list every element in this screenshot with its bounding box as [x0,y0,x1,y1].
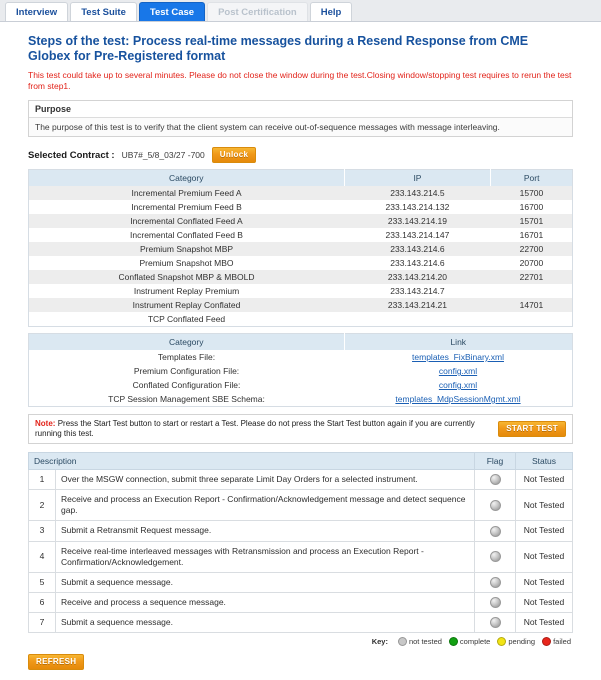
step-description: Submit a sequence message. [56,613,475,633]
step-description: Receive real-time interleaved messages with Retransmission and process an Execution Report - Confirmation/Acknowledgement. [56,541,475,572]
test-warning-text: This test could take up to several minutes. Please do not close the window during the test.Closing window/stopping test requires to rerun the test from step1. [28,70,572,91]
feed-table-header-port: Port [491,170,573,187]
legend-label: complete [459,637,491,647]
status-indicator-icon [490,617,501,628]
status-indicator-icon [490,597,501,608]
feed-cell-port: 15700 [491,186,573,200]
status-indicator-icon [490,551,501,562]
xml-file-link[interactable]: templates_FixBinary.xml [412,352,504,362]
feed-table-header-ip: IP [344,170,491,187]
steps-table-body [29,470,573,633]
tab-test-case[interactable]: Test Case [139,2,205,21]
status-indicator-icon [490,474,501,485]
status-badge: Not Tested [516,572,573,592]
key-legend-items [393,637,571,646]
key-legend-item [542,637,571,646]
step-flag-cell [475,490,516,521]
status-indicator-icon [490,500,501,511]
feed-table-row [29,228,573,242]
legend-label: failed [553,637,571,647]
feed-cell-ip: 233.143.214.6 [344,242,491,256]
legend-dot-icon [449,637,458,646]
tab-test-suite[interactable]: Test Suite [70,2,137,21]
feed-cell-category: Incremental Premium Feed B [29,200,345,214]
main-tab-bar [0,0,601,22]
legend-label: pending [508,637,536,647]
steps-header-status: Status [516,453,573,470]
feed-cell-ip [344,312,491,327]
feed-table-row [29,214,573,228]
step-description: Over the MSGW connection, submit three separate Limit Day Orders for a selected instrument. [56,470,475,490]
step-description: Receive and process an Execution Report - Confirmation/Acknowledgement message and detect sequence gap. [56,490,475,521]
feed-cell-ip: 233.143.214.7 [344,284,491,298]
feed-cell-ip: 233.143.214.132 [344,200,491,214]
key-legend-item [398,637,442,646]
link-cell-category: Templates File: [29,350,345,364]
purpose-heading: Purpose [29,101,572,118]
status-badge: Not Tested [516,541,573,572]
feed-cell-ip: 233.143.214.6 [344,256,491,270]
feed-cell-port: 16701 [491,228,573,242]
feed-cell-port [491,312,573,327]
table-row [29,490,573,521]
link-table-body [29,350,573,407]
tab-interview[interactable]: Interview [5,2,68,21]
page-title: Steps of the test: Process real-time messages during a Resend Response from CME Globex for Pre-Registered format [28,34,529,63]
table-row [29,613,573,633]
step-description: Submit a Retransmit Request message. [56,521,475,541]
key-legend [28,637,573,646]
feed-cell-ip: 233.143.214.19 [344,214,491,228]
link-cell-link [344,350,572,364]
step-number: 6 [29,592,56,612]
table-row [29,470,573,490]
table-row [29,592,573,612]
tab-post-certification: Post Certification [207,2,308,21]
refresh-button[interactable]: REFRESH [28,654,84,670]
steps-table [28,452,573,633]
link-table-row [29,392,573,407]
note-keyword: Note: [35,419,56,428]
status-indicator-icon [490,526,501,537]
feed-cell-category: Premium Snapshot MBP [29,242,345,256]
feed-table-row [29,186,573,200]
link-cell-category: TCP Session Management SBE Schema: [29,392,345,407]
feed-cell-category: Conflated Snapshot MBP & MBOLD [29,270,345,284]
step-flag-cell [475,613,516,633]
link-cell-link [344,364,572,378]
feed-table-row [29,298,573,312]
footer [28,654,573,680]
feed-cell-port: 20700 [491,256,573,270]
status-badge: Not Tested [516,521,573,541]
link-table [28,333,573,407]
feed-cell-port: 16700 [491,200,573,214]
feed-cell-category: Instrument Replay Premium [29,284,345,298]
feed-cell-port [491,284,573,298]
feed-table-row [29,270,573,284]
xml-file-link[interactable]: config.xml [438,380,478,390]
note-text-wrap [35,419,490,439]
legend-dot-icon [497,637,506,646]
table-row [29,521,573,541]
steps-header-flag: Flag [475,453,516,470]
tab-help[interactable]: Help [310,2,353,21]
legend-dot-icon [542,637,551,646]
selected-contract-label: Selected Contract : [28,149,115,161]
feed-table-row [29,200,573,214]
step-flag-cell [475,470,516,490]
link-table-row [29,364,573,378]
link-table-row [29,350,573,364]
feed-cell-category: Premium Snapshot MBO [29,256,345,270]
legend-dot-icon [398,637,407,646]
feed-cell-category: Incremental Conflated Feed B [29,228,345,242]
link-cell-category: Premium Configuration File: [29,364,345,378]
link-cell-link [344,378,572,392]
unlock-button[interactable]: Unlock [212,147,256,163]
xml-file-link[interactable]: config.xml [438,366,478,376]
step-number: 2 [29,490,56,521]
feed-table-row [29,256,573,270]
table-row [29,572,573,592]
feed-cell-port: 22700 [491,242,573,256]
feed-table [28,169,573,327]
feed-table-row [29,312,573,327]
step-description: Submit a sequence message. [56,572,475,592]
feed-cell-ip: 233.143.214.21 [344,298,491,312]
feed-cell-category: Instrument Replay Conflated [29,298,345,312]
step-flag-cell [475,521,516,541]
key-legend-label: Key: [371,637,388,647]
note-text: Press the Start Test button to start or restart a Test. Please do not press the Start Test button again if you are currently running this test. [35,419,475,438]
feed-cell-category: Incremental Premium Feed A [29,186,345,200]
link-table-header-row [29,334,573,351]
key-legend-item [497,637,535,646]
xml-file-link[interactable]: templates_MdpSessionMgmt.xml [395,394,521,404]
status-badge: Not Tested [516,613,573,633]
step-flag-cell [475,572,516,592]
step-flag-cell [475,541,516,572]
step-number: 3 [29,521,56,541]
link-table-row [29,378,573,392]
feed-cell-category: Incremental Conflated Feed A [29,214,345,228]
feed-table-header-category: Category [29,170,345,187]
steps-table-header-row [29,453,573,470]
key-legend-item [449,637,490,646]
feed-cell-ip: 233.143.214.20 [344,270,491,284]
link-table-header-link: Link [344,334,572,351]
step-number: 5 [29,572,56,592]
status-indicator-icon [490,577,501,588]
page-content [0,22,601,680]
note-bar [28,414,573,444]
feed-cell-ip: 233.143.214.147 [344,228,491,242]
step-description: Receive and process a sequence message. [56,592,475,612]
purpose-panel [28,100,573,137]
step-number: 7 [29,613,56,633]
feed-cell-port: 14701 [491,298,573,312]
start-test-button[interactable]: START TEST [498,421,566,437]
selected-contract-value: UB7#_5/8_03/27 -700 [121,150,205,160]
feed-table-row [29,284,573,298]
feed-cell-category: TCP Conflated Feed [29,312,345,327]
step-flag-cell [475,592,516,612]
status-badge: Not Tested [516,592,573,612]
feed-table-header-row [29,170,573,187]
link-cell-link [344,392,572,407]
feed-table-row [29,242,573,256]
feed-table-body [29,186,573,327]
feed-cell-port: 22701 [491,270,573,284]
step-number: 1 [29,470,56,490]
status-badge: Not Tested [516,470,573,490]
legend-label: not tested [408,637,442,647]
feed-cell-ip: 233.143.214.5 [344,186,491,200]
table-row [29,541,573,572]
step-number: 4 [29,541,56,572]
link-table-header-category: Category [29,334,345,351]
link-cell-category: Conflated Configuration File: [29,378,345,392]
purpose-text: The purpose of this test is to verify that the client system can receive out-of-sequence messages with message interleaving. [29,118,572,136]
steps-header-description: Description [29,453,475,470]
feed-cell-port: 15701 [491,214,573,228]
status-badge: Not Tested [516,490,573,521]
selected-contract-row [28,147,573,163]
